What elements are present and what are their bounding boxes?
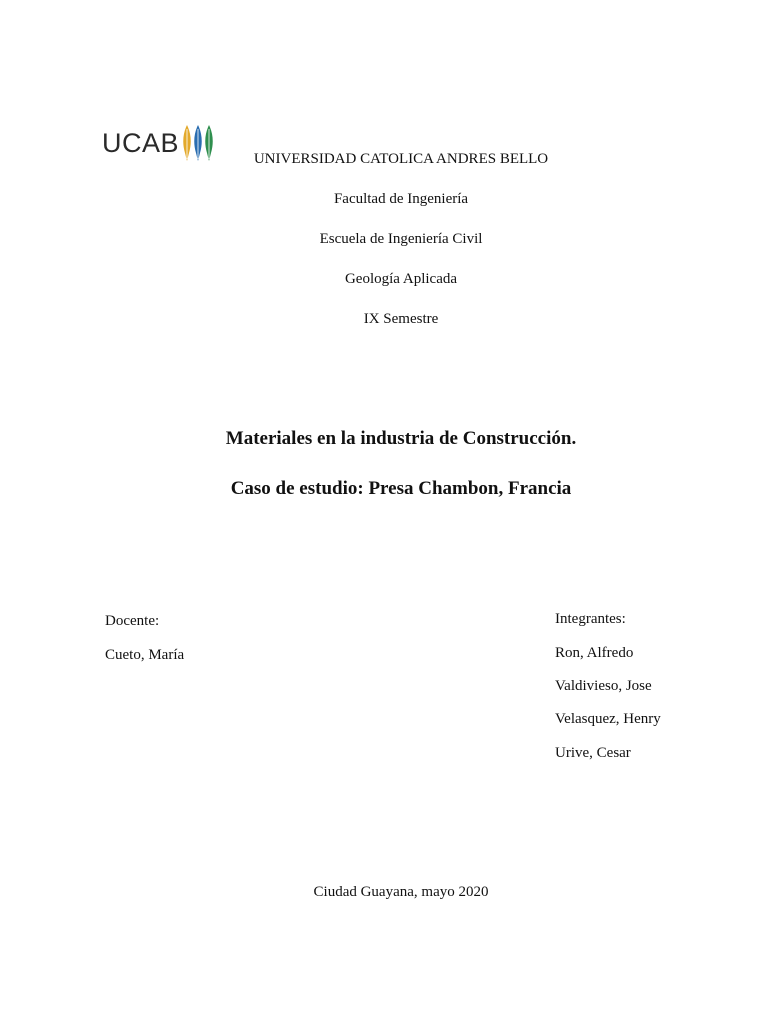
document-subtitle: Caso de estudio: Presa Chambon, Francia bbox=[230, 478, 572, 499]
university-name: UNIVERSIDAD CATOLICA ANDRES BELLO bbox=[253, 151, 549, 167]
document-title: Materiales en la industria de Construcción. bbox=[225, 428, 577, 449]
faculty-name: Facultad de Ingeniería bbox=[333, 191, 469, 207]
member-name: Ron, Alfredo bbox=[555, 645, 634, 661]
place-date: Ciudad Guayana, mayo 2020 bbox=[313, 884, 489, 900]
logo-text: UCAB bbox=[102, 127, 180, 158]
teacher-name: Cueto, María bbox=[105, 647, 185, 663]
school-name: Escuela de Ingeniería Civil bbox=[319, 231, 483, 247]
member-name: Valdivieso, Jose bbox=[555, 678, 652, 694]
member-name: Urive, Cesar bbox=[555, 745, 631, 761]
members-label: Integrantes: bbox=[555, 611, 626, 627]
course-name: Geología Aplicada bbox=[344, 271, 458, 287]
teacher-label: Docente: bbox=[105, 613, 160, 629]
semester: IX Semestre bbox=[363, 311, 439, 327]
member-name: Velasquez, Henry bbox=[555, 711, 661, 727]
